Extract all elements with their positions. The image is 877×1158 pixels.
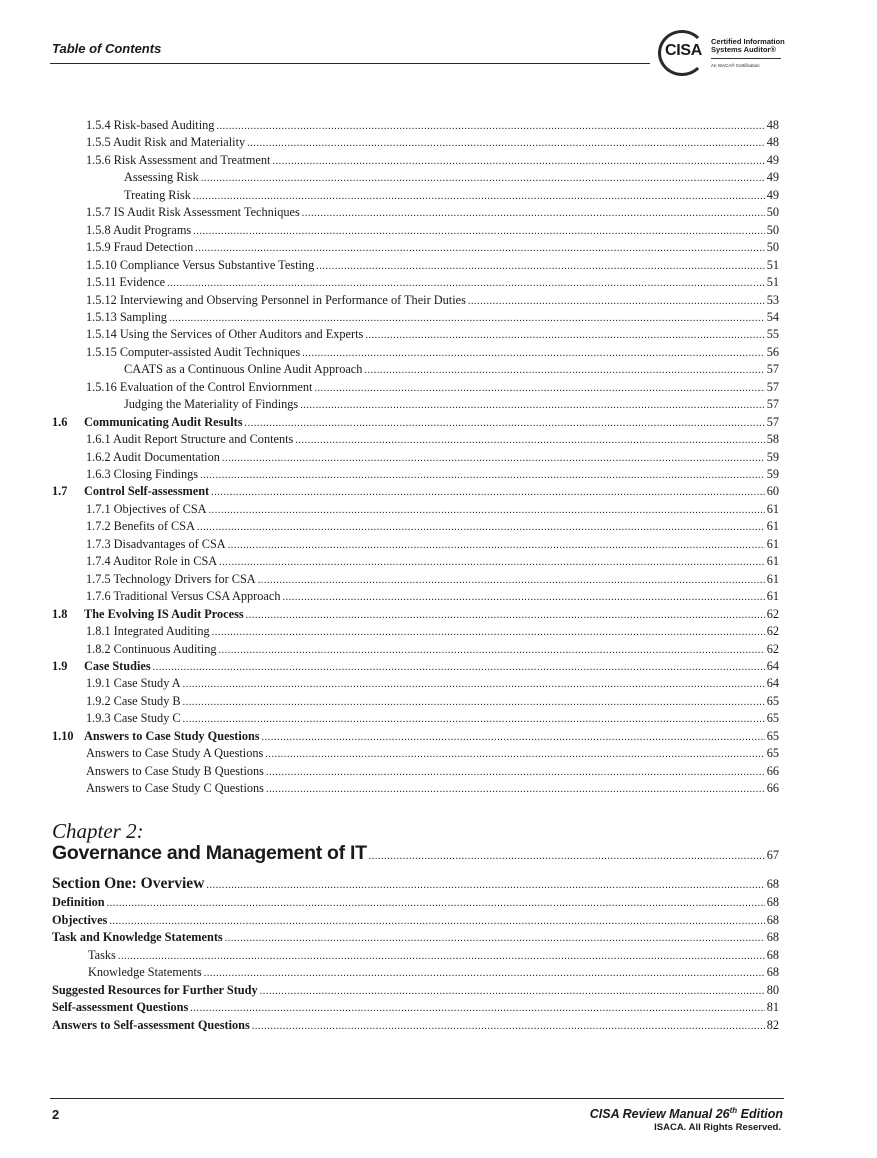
edition-suffix: Edition	[737, 1107, 783, 1122]
chapter-toc-entry-title: Self-assessment Questions	[52, 1000, 189, 1014]
toc-entry-page-number: 59	[766, 449, 779, 464]
dot-leader	[369, 851, 765, 862]
dot-leader	[206, 880, 764, 891]
toc-entry[interactable]	[86, 502, 779, 517]
toc-entry-page-number: 48	[766, 118, 779, 132]
dot-leader	[283, 592, 765, 603]
dot-leader	[183, 714, 765, 725]
toc-entry[interactable]	[86, 310, 779, 325]
logo-caption	[711, 38, 785, 54]
dot-leader	[300, 400, 765, 411]
dot-leader	[364, 365, 764, 376]
dot-leader	[109, 916, 764, 927]
toc-entry[interactable]	[86, 554, 779, 569]
toc-entry-title: 1.5.15 Computer-assisted Audit Techniques	[86, 344, 301, 359]
toc-entry-page-number: 65	[766, 711, 779, 726]
toc-entry[interactable]	[124, 170, 779, 185]
dot-leader	[193, 226, 764, 237]
dot-leader	[200, 470, 765, 481]
dot-leader	[107, 898, 765, 909]
toc-entry-number: 1.7	[52, 484, 68, 499]
toc-entry[interactable]	[86, 345, 779, 360]
toc-entry[interactable]	[86, 642, 779, 657]
toc-entry-page-number: 61	[766, 589, 779, 604]
dot-leader	[183, 697, 765, 708]
toc-entry[interactable]	[86, 676, 779, 691]
dot-leader	[258, 575, 765, 586]
toc-entry-title: 1.5.6 Risk Assessment and Treatment	[86, 152, 271, 167]
toc-entry[interactable]	[52, 414, 779, 430]
toc-entry[interactable]	[52, 484, 779, 499]
logo-divider	[711, 58, 781, 59]
toc-entry[interactable]	[124, 188, 779, 203]
section-title: Section One: Overview	[52, 875, 205, 892]
toc-entry-title: 1.7.2 Benefits of CSA	[86, 519, 195, 534]
toc-entry[interactable]	[86, 135, 779, 150]
chapter-toc-entry-title: Definition	[52, 895, 105, 909]
toc-entry-title: 1.7.4 Auditor Role in CSA	[86, 554, 218, 569]
toc-entry-title: 1.5.12 Interviewing and Observing Personnel in Performance of Their Duties	[86, 292, 466, 307]
toc-entry-number: 1.8	[52, 606, 68, 621]
dot-leader	[219, 645, 765, 656]
dot-leader	[266, 784, 765, 795]
edition-title: CISA Review Manual 26	[589, 1107, 730, 1122]
chapter-toc-entry-page-number: 80	[766, 982, 779, 997]
toc-entry-page-number: 51	[766, 275, 779, 290]
toc-entry[interactable]	[86, 240, 779, 255]
toc-entry-title: 1.5.13 Sampling	[86, 309, 167, 324]
dot-leader	[302, 208, 765, 219]
toc-entry-title: Answers to Case Study A Questions	[86, 746, 264, 761]
dot-leader	[167, 278, 765, 289]
toc-entry-title: Control Self-assessment	[84, 484, 210, 499]
toc-entry-page-number: 49	[766, 187, 779, 202]
toc-entry-title: 1.5.10 Compliance Versus Substantive Testing	[86, 257, 315, 272]
dot-leader	[209, 505, 765, 516]
dot-leader	[245, 418, 765, 429]
dot-leader	[204, 968, 765, 979]
dot-leader	[365, 330, 764, 341]
toc-entry-title: 1.7.1 Objectives of CSA	[86, 501, 207, 516]
toc-entry-title: 1.8.2 Continuous Auditing	[86, 641, 217, 656]
toc-entry-page-number: 66	[766, 763, 779, 778]
toc-entry-page-number: 64	[766, 658, 779, 673]
toc-entry[interactable]	[86, 572, 779, 587]
chapter-heading-entry[interactable]	[52, 842, 779, 865]
toc-entry-title: 1.7.6 Traditional Versus CSA Approach	[86, 589, 281, 604]
dot-leader	[153, 662, 765, 673]
toc-entry[interactable]	[86, 781, 779, 796]
chapter-toc-entry-title: Suggested Resources for Further Study	[52, 982, 258, 997]
toc-entry-title: 1.8.1 Integrated Auditing	[86, 624, 210, 639]
footer-page-number: 2	[52, 1107, 60, 1122]
dot-leader	[228, 540, 765, 551]
footer-rights: ISACA. All Rights Reserved.	[654, 1122, 781, 1133]
toc-entry-title: 1.9.1 Case Study A	[86, 676, 181, 691]
toc-entry-page-number: 51	[766, 257, 779, 272]
toc-entry-page-number: 49	[766, 152, 779, 167]
toc-entry-title: Assessing Risk	[124, 170, 199, 185]
dot-leader	[195, 243, 764, 254]
chapter-toc-entry-page-number: 81	[766, 1000, 779, 1014]
dot-leader	[216, 121, 764, 132]
toc-entry-page-number: 66	[766, 781, 779, 796]
toc-entry[interactable]	[124, 362, 779, 377]
dot-leader	[211, 487, 765, 498]
page-header-title: Table of Contents	[52, 41, 162, 56]
toc-entry-title: 1.7.5 Technology Drivers for CSA	[86, 571, 256, 586]
toc-entry-title: 1.9.3 Case Study C	[86, 711, 181, 726]
toc-entry-title: Answers to Case Study C Questions	[86, 781, 264, 796]
dot-leader	[118, 951, 765, 962]
toc-entry-title: 1.5.7 IS Audit Risk Assessment Techniques	[86, 205, 300, 220]
toc-entry-page-number: 54	[766, 309, 779, 324]
chapter-toc-entry[interactable]	[52, 1000, 779, 1015]
toc-entry-number: 1.6	[52, 414, 68, 429]
toc-entry-title: 1.5.5 Audit Risk and Materiality	[86, 135, 246, 150]
toc-entry[interactable]	[86, 694, 779, 709]
chapter-toc-entry[interactable]	[52, 913, 779, 928]
dot-leader	[190, 1003, 764, 1014]
logo-caption-line2: Systems Auditor®	[711, 45, 776, 54]
toc-entry-page-number: 48	[766, 135, 779, 150]
toc-entry-page-number: 61	[766, 519, 779, 534]
toc-entry[interactable]	[52, 606, 779, 622]
toc-entry-page-number: 60	[766, 484, 779, 499]
toc-entry-page-number: 62	[766, 624, 779, 639]
toc-entry[interactable]	[86, 153, 779, 168]
dot-leader	[222, 453, 765, 464]
dot-leader	[201, 173, 765, 184]
dot-leader	[468, 296, 765, 307]
toc-entry-title: 1.6.1 Audit Report Structure and Contents	[86, 432, 294, 447]
toc-entry-title: Answers to Case Study Questions	[84, 728, 260, 743]
toc-entry-page-number: 64	[766, 676, 779, 691]
toc-entry-page-number: 61	[766, 536, 779, 551]
toc-entry-page-number: 53	[766, 292, 779, 307]
toc-entry-number: 1.9	[52, 658, 68, 673]
toc-entry[interactable]	[86, 293, 779, 308]
footer-edition	[590, 1106, 783, 1121]
chapter-toc-entry-page-number: 68	[766, 965, 779, 979]
toc-entry-title: The Evolving IS Audit Process	[84, 606, 244, 621]
toc-entry[interactable]	[86, 118, 779, 133]
toc-entry-page-number: 58	[766, 432, 779, 447]
toc-entry[interactable]	[86, 223, 779, 238]
chapter-toc-entry-page-number: 68	[766, 912, 779, 927]
toc-entry-page-number: 57	[766, 362, 779, 377]
toc-entry[interactable]	[86, 746, 779, 761]
chapter-toc-entry-page-number: 68	[766, 930, 779, 944]
dot-leader	[314, 383, 764, 394]
dot-leader	[212, 627, 765, 638]
toc-entry-title: Answers to Case Study B Questions	[86, 763, 264, 778]
chapter-toc-entry-title: Answers to Self-assessment Questions	[52, 1017, 250, 1032]
dot-leader	[197, 522, 765, 533]
toc-entry[interactable]	[86, 327, 779, 342]
chapter-toc-entry-title: Objectives	[52, 912, 108, 927]
chapter-toc-entry-page-number: 68	[766, 947, 779, 962]
toc-entry-page-number: 59	[766, 467, 779, 481]
chapter-toc-entry-title: Task and Knowledge Statements	[52, 930, 223, 944]
edition-ordinal: th	[729, 1106, 738, 1115]
toc-entry[interactable]	[86, 764, 779, 779]
toc-entry-title: 1.9.2 Case Study B	[86, 693, 181, 708]
toc-entry[interactable]	[86, 205, 779, 220]
toc-entry-title: 1.5.16 Evaluation of the Control Enviornment	[86, 379, 313, 394]
logo-tagline: An ISACA® Certification	[711, 63, 760, 68]
toc-entry-title: Judging the Materiality of Findings	[124, 397, 299, 412]
toc-entry[interactable]	[86, 537, 779, 552]
toc-entry-page-number: 50	[766, 222, 779, 237]
toc-entry-page-number: 50	[766, 205, 779, 220]
section-heading-entry[interactable]	[52, 875, 779, 893]
dot-leader	[266, 767, 765, 778]
dot-leader	[316, 261, 764, 272]
toc-entry-page-number: 65	[766, 746, 779, 761]
toc-entry-title: 1.5.11 Evidence	[86, 275, 166, 290]
dot-leader	[219, 557, 765, 568]
chapter-toc-entry-title: Knowledge Statements	[88, 965, 202, 979]
logo-mark: CISA	[665, 42, 703, 59]
toc-entry-page-number: 49	[766, 170, 779, 185]
dot-leader	[183, 679, 765, 690]
toc-entry[interactable]	[86, 258, 779, 273]
toc-entry[interactable]	[86, 589, 779, 604]
toc-entry[interactable]	[86, 624, 779, 639]
toc-entry-title: Case Studies	[84, 658, 151, 673]
chapter-toc-entry[interactable]	[88, 965, 779, 980]
chapter-toc-entry[interactable]	[52, 895, 779, 910]
dot-leader	[169, 313, 765, 324]
dot-leader	[265, 749, 764, 760]
toc-entry-title: 1.5.8 Audit Programs	[86, 222, 192, 237]
chapter-toc-entry-page-number: 68	[766, 895, 779, 909]
toc-entry-page-number: 61	[766, 554, 779, 569]
toc-entry-page-number: 57	[766, 379, 779, 394]
toc-entry-page-number: 61	[766, 571, 779, 586]
chapter-toc-entry[interactable]	[52, 983, 779, 998]
toc-entry[interactable]	[86, 450, 779, 465]
toc-entry-title: Communicating Audit Results	[84, 414, 243, 429]
chapter-title: Governance and Management of IT	[52, 842, 367, 864]
toc-entry-page-number: 57	[766, 414, 779, 429]
dot-leader	[260, 986, 765, 997]
chapter-page-number: 67	[766, 848, 779, 862]
chapter-toc-entry-page-number: 82	[766, 1017, 779, 1032]
toc-entry[interactable]	[86, 519, 779, 534]
toc-entry[interactable]	[86, 711, 779, 726]
chapter-toc-entry[interactable]	[88, 948, 779, 963]
chapter-toc-entry-title: Tasks	[88, 947, 116, 962]
dot-leader	[262, 732, 765, 743]
toc-entry-title: 1.6.2 Audit Documentation	[86, 449, 220, 464]
toc-entry-page-number: 56	[766, 344, 779, 359]
toc-entry-page-number: 65	[766, 728, 779, 743]
dot-leader	[247, 138, 765, 149]
chapter-label: Chapter 2:	[52, 819, 144, 843]
toc-entry-title: CAATS as a Continuous Online Audit Approach	[124, 362, 363, 377]
logo-caption-line1: Certified Information	[711, 37, 785, 46]
toc-entry-title: 1.6.3 Closing Findings	[86, 467, 199, 481]
toc-entry[interactable]	[52, 728, 779, 744]
toc-entry-page-number: 57	[766, 397, 779, 412]
toc-entry[interactable]	[86, 432, 779, 447]
dot-leader	[246, 610, 765, 621]
toc-entry-title: Treating Risk	[124, 187, 191, 202]
toc-entry-page-number: 50	[766, 240, 779, 255]
toc-entry[interactable]	[86, 467, 779, 482]
toc-entry-page-number: 55	[766, 327, 779, 342]
toc-entry-number: 1.10	[52, 728, 74, 743]
cisa-logo	[656, 28, 786, 78]
header-divider	[50, 63, 650, 64]
toc-entry[interactable]	[124, 397, 779, 412]
toc-entry-page-number: 65	[766, 693, 779, 708]
dot-leader	[272, 156, 764, 167]
toc-entry-page-number: 62	[766, 606, 779, 621]
chapter-toc-entry[interactable]	[52, 930, 779, 945]
toc-entry-title: 1.5.4 Risk-based Auditing	[86, 118, 215, 132]
dot-leader	[225, 933, 765, 944]
toc-entry-title: 1.5.9 Fraud Detection	[86, 240, 194, 255]
dot-leader	[252, 1021, 765, 1032]
dot-leader	[193, 191, 765, 202]
toc-entry-page-number: 62	[766, 641, 779, 656]
section-page-number: 68	[766, 877, 779, 891]
toc-entry-page-number: 61	[766, 501, 779, 516]
toc-entry-title: 1.7.3 Disadvantages of CSA	[86, 536, 226, 551]
toc-entry[interactable]	[86, 380, 779, 395]
toc-entry-title: 1.5.14 Using the Services of Other Auditors and Experts	[86, 327, 364, 342]
chapter-toc-entry[interactable]	[52, 1018, 779, 1033]
footer-divider	[50, 1098, 784, 1099]
dot-leader	[295, 435, 764, 446]
toc-entry[interactable]	[52, 658, 779, 674]
dot-leader	[302, 348, 765, 359]
toc-entry[interactable]	[86, 275, 779, 290]
